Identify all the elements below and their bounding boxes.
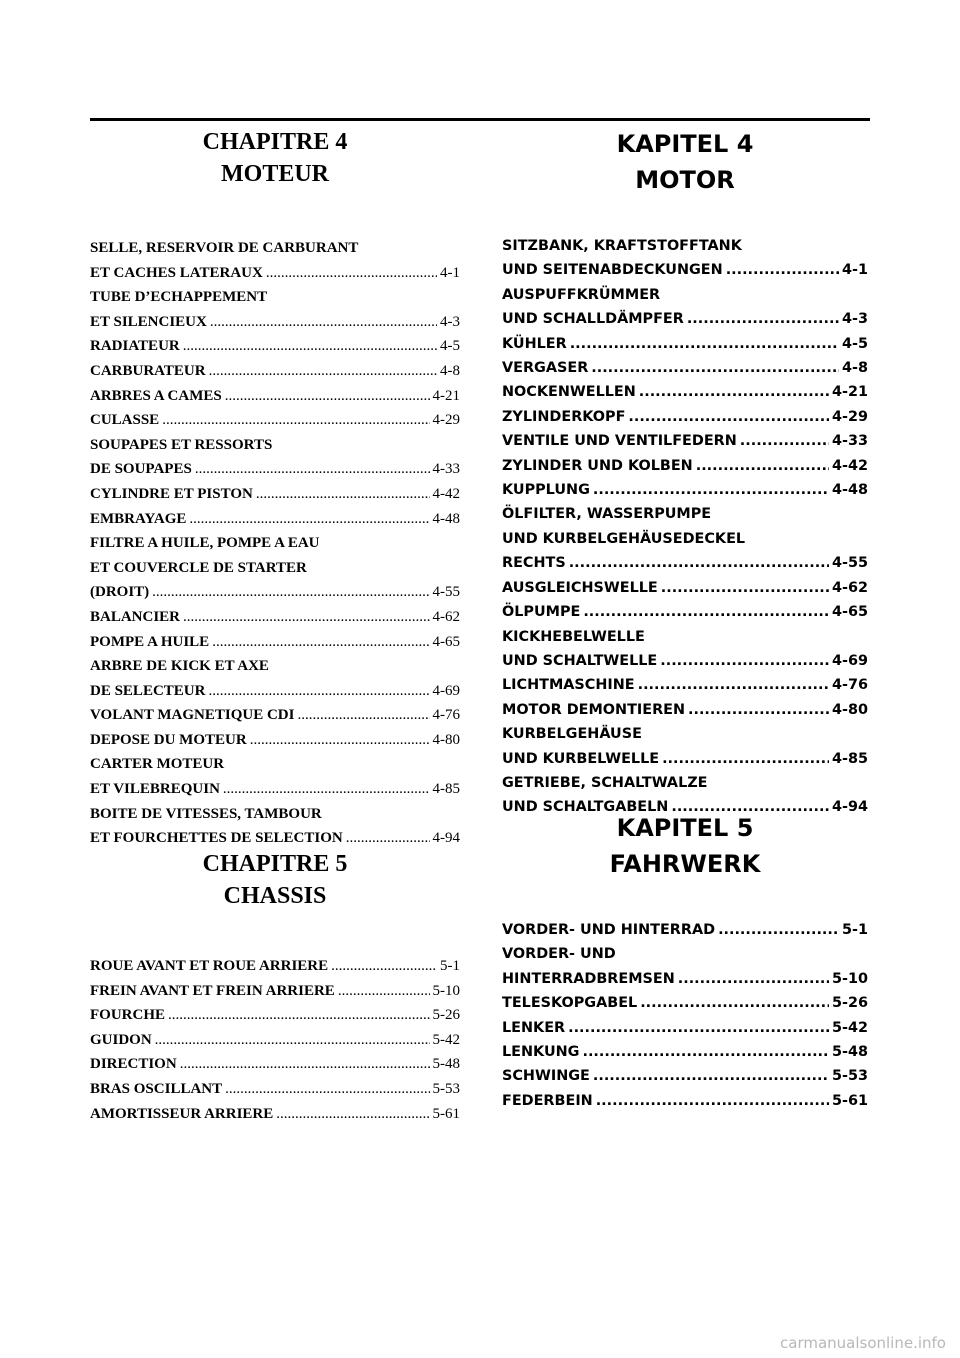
chapter-subtitle: CHASSIS — [223, 883, 327, 909]
toc-entry-line — [502, 478, 868, 502]
toc-entry[interactable] — [502, 429, 868, 453]
dot-leader — [212, 630, 429, 655]
toc-entry-line — [502, 1064, 868, 1088]
dot-leader — [297, 703, 429, 728]
toc-entry-title-line: KURBELGEHÄUSE — [502, 726, 642, 743]
toc-entry[interactable] — [502, 1089, 868, 1113]
toc-entry[interactable] — [502, 722, 868, 771]
dot-leader — [569, 551, 829, 575]
toc-entry[interactable] — [502, 356, 868, 380]
dot-leader — [639, 380, 829, 404]
toc-entry[interactable] — [502, 502, 868, 575]
toc-entry[interactable] — [90, 384, 460, 409]
chapter-title: CHAPITRE 5 — [202, 851, 348, 877]
toc-entry-line — [502, 405, 868, 429]
toc-entry-title-line: ARBRE DE KICK ET AXE — [90, 658, 269, 675]
toc-entry[interactable] — [90, 605, 460, 630]
toc-entry[interactable] — [90, 433, 460, 482]
toc-entry[interactable] — [502, 332, 868, 356]
toc-entry-page: 5-10 — [432, 982, 460, 999]
toc-entry-page: 4-29 — [831, 408, 868, 425]
toc-entry-page: 5-53 — [831, 1068, 868, 1085]
toc-entry-title: ZYLINDERKOPF — [502, 408, 626, 425]
toc-entry-page: 4-1 — [842, 262, 868, 279]
toc-entry-line — [502, 356, 868, 380]
toc-entry-page: 4-94 — [831, 799, 868, 816]
dot-leader — [568, 1016, 829, 1040]
toc-entry-page: 4-5 — [440, 338, 460, 355]
toc-entry-title-line: SITZBANK, KRAFTSTOFFTANK — [502, 238, 742, 254]
toc-entry-page: 4-3 — [842, 311, 868, 328]
toc-entry-page: 5-53 — [432, 1080, 460, 1097]
toc-entry-line — [90, 384, 460, 409]
toc-entry[interactable] — [90, 408, 460, 433]
toc-entry-page: 4-62 — [432, 608, 460, 625]
toc-entry-title-line: TUBE D’ECHAPPEMENT — [90, 289, 268, 306]
toc-entry-title: ET VILEBREQUIN — [90, 781, 220, 798]
toc-fr-chapter5 — [90, 954, 460, 1126]
toc-entry-page: 4-55 — [432, 584, 460, 601]
dot-leader — [183, 605, 429, 630]
toc-entry[interactable] — [90, 359, 460, 384]
toc-entry-title: DIRECTION — [90, 1056, 177, 1073]
toc-entry-page: 4-76 — [432, 707, 460, 724]
toc-entry-line — [502, 698, 868, 722]
toc-entry-page: 4-42 — [831, 457, 868, 474]
toc-entry-title: AMORTISSEUR ARRIERE — [90, 1105, 274, 1122]
dot-leader — [189, 507, 429, 532]
toc-entry-page: 4-94 — [432, 830, 460, 847]
toc-entry-page: 4-65 — [432, 633, 460, 650]
toc-de-chapter5 — [502, 918, 868, 1113]
toc-entry-title: LICHTMASCHINE — [502, 677, 635, 694]
toc-entry-line — [502, 967, 868, 991]
toc-entry-line — [90, 1102, 460, 1127]
dot-leader — [180, 1052, 430, 1077]
toc-entry[interactable] — [90, 1003, 460, 1028]
dot-leader — [570, 332, 839, 356]
toc-entry-line — [502, 332, 868, 356]
toc-entry[interactable] — [502, 405, 868, 429]
toc-entry-title: DEPOSE DU MOTEUR — [90, 731, 247, 748]
toc-entry-page: 4-65 — [831, 604, 868, 621]
toc-entry-line — [90, 334, 460, 359]
toc-entry-title: LENKUNG — [502, 1044, 580, 1061]
dot-leader — [678, 967, 829, 991]
dot-leader — [640, 991, 829, 1015]
dot-leader — [661, 576, 829, 600]
toc-entry-line — [502, 673, 868, 697]
dot-leader — [331, 954, 437, 979]
toc-entry-title: VORDER- UND HINTERRAD — [502, 922, 716, 938]
dot-leader — [740, 429, 829, 453]
dot-leader — [687, 307, 839, 331]
toc-entry[interactable] — [502, 1040, 868, 1064]
dot-leader — [208, 679, 429, 704]
dot-leader — [225, 384, 430, 409]
toc-entry-line — [90, 1052, 460, 1077]
dot-leader — [583, 600, 829, 624]
toc-entry-title: (DROIT) — [90, 584, 150, 601]
toc-entry-title: DE SELECTEUR — [90, 682, 206, 699]
toc-entry[interactable] — [90, 1028, 460, 1053]
toc-entry-title: ZYLINDER UND KOLBEN — [502, 457, 693, 474]
toc-entry-title: CYLINDRE ET PISTON — [90, 485, 253, 502]
toc-entry[interactable] — [502, 625, 868, 674]
toc-entry-title: MOTOR DEMONTIEREN — [502, 701, 686, 718]
toc-entry-line — [90, 507, 460, 532]
toc-entry-title: EMBRAYAGE — [90, 510, 187, 527]
toc-entry-page: 4-33 — [432, 461, 460, 478]
toc-entry-line — [502, 600, 868, 624]
toc-entry-line — [90, 605, 460, 630]
toc-entry-line — [90, 1003, 460, 1028]
chapter4-heading-fr — [90, 126, 460, 190]
toc-entry[interactable] — [502, 918, 868, 942]
toc-entry[interactable] — [502, 991, 868, 1015]
toc-entry[interactable] — [502, 673, 868, 697]
toc-entry-line — [502, 1040, 868, 1064]
toc-entry-page: 5-26 — [432, 1007, 460, 1024]
toc-entry-title-line: FILTRE A HUILE, POMPE A EAU — [90, 535, 320, 552]
toc-entry-title: UND SCHALTWELLE — [502, 652, 658, 669]
toc-entry-title: GUIDON — [90, 1031, 152, 1048]
toc-entry-page: 4-69 — [831, 652, 868, 669]
dot-leader — [266, 261, 437, 286]
toc-entry-line — [502, 576, 868, 600]
toc-entry[interactable] — [90, 954, 460, 979]
toc-entry-line — [502, 747, 868, 771]
toc-entry-page: 4-85 — [831, 750, 868, 767]
toc-entry-line — [90, 359, 460, 384]
chapter4-heading-de — [502, 126, 868, 198]
toc-entry-title: ARBRES A CAMES — [90, 387, 222, 404]
toc-entry-title: POMPE A HUILE — [90, 633, 210, 650]
dot-leader — [209, 359, 437, 384]
toc-de-chapter4 — [502, 234, 868, 820]
toc-entry-line — [90, 457, 460, 482]
toc-entry-line — [90, 408, 460, 433]
toc-entry-title: VOLANT MAGNETIQUE CDI — [90, 707, 295, 724]
dot-leader — [662, 747, 829, 771]
toc-entry-page: 4-8 — [440, 362, 460, 379]
toc-entry-title: KÜHLER — [502, 335, 567, 352]
toc-entry-line — [502, 258, 868, 282]
toc-entry[interactable] — [502, 600, 868, 624]
toc-entry[interactable] — [90, 236, 460, 285]
toc-entry-title: ET FOURCHETTES DE SELECTION — [90, 830, 343, 847]
toc-entry-title: FREIN AVANT ET FREIN ARRIERE — [90, 982, 335, 999]
toc-entry-title: TELESKOPGABEL — [502, 995, 638, 1012]
toc-entry-page: 4-33 — [831, 433, 868, 450]
toc-entry-title: ÖLPUMPE — [502, 604, 581, 621]
toc-entry-line — [502, 429, 868, 453]
toc-entry[interactable] — [90, 1077, 460, 1102]
toc-entry-line — [90, 1028, 460, 1053]
dot-leader — [250, 728, 430, 753]
toc-entry-page: 4-5 — [842, 335, 868, 352]
toc-entry[interactable] — [502, 942, 868, 991]
toc-entry[interactable] — [90, 334, 460, 359]
toc-entry-title-line: UND KURBELGEHÄUSEDECKEL — [502, 530, 746, 547]
dot-leader — [718, 918, 839, 942]
toc-entry-title-line: SOUPAPES ET RESSORTS — [90, 436, 273, 453]
toc-entry-title: FEDERBEIN — [502, 1092, 593, 1109]
toc-entry[interactable] — [90, 630, 460, 655]
toc-entry[interactable] — [502, 454, 868, 478]
toc-entry-page: 5-1 — [440, 958, 460, 974]
toc-entry-page: 5-42 — [432, 1031, 460, 1048]
toc-entry-page: 5-61 — [831, 1092, 868, 1109]
toc-entry-title-line: ÖLFILTER, WASSERPUMPE — [502, 506, 712, 523]
dot-leader — [256, 482, 430, 507]
toc-entry[interactable] — [90, 752, 460, 801]
dot-leader — [688, 698, 829, 722]
toc-entry[interactable] — [90, 979, 460, 1004]
toc-entry-page: 4-85 — [432, 781, 460, 798]
toc-entry-title: UND KURBELWELLE — [502, 750, 660, 767]
dot-leader — [223, 777, 430, 802]
dot-leader — [596, 1089, 829, 1113]
toc-entry-page: 5-48 — [831, 1044, 868, 1061]
toc-entry-page: 4-48 — [831, 482, 868, 499]
toc-entry-page: 5-1 — [842, 922, 868, 938]
toc-entry-page: 4-62 — [831, 579, 868, 596]
toc-entry[interactable] — [502, 1064, 868, 1088]
toc-entry-title: ROUE AVANT ET ROUE ARRIERE — [90, 958, 329, 974]
toc-entry-title: NOCKENWELLEN — [502, 384, 636, 401]
toc-entry-page: 4-76 — [831, 677, 868, 694]
toc-entry[interactable] — [90, 1102, 460, 1127]
dot-leader — [628, 405, 829, 429]
toc-entry-page: 4-42 — [432, 485, 460, 502]
toc-entry-title: HINTERRADBREMSEN — [502, 970, 675, 987]
toc-entry-line — [90, 703, 460, 728]
toc-entry[interactable] — [502, 234, 868, 283]
toc-entry[interactable] — [502, 698, 868, 722]
watermark-footer: carmanualsonline.info — [780, 1334, 946, 1352]
toc-entry-page: 4-8 — [842, 360, 868, 377]
toc-entry-title: CARBURATEUR — [90, 362, 206, 379]
dot-leader — [225, 1077, 429, 1102]
toc-entry-title: AUSGLEICHSWELLE — [502, 579, 658, 596]
dot-leader — [276, 1102, 429, 1127]
toc-entry[interactable] — [502, 1016, 868, 1040]
toc-entry-title: UND SEITENABDECKUNGEN — [502, 262, 723, 279]
toc-entry-page: 5-10 — [831, 970, 868, 987]
toc-entry[interactable] — [90, 802, 460, 851]
toc-entry-page: 5-42 — [831, 1019, 868, 1036]
toc-entry-page: 5-26 — [831, 995, 868, 1012]
toc-entry-line — [502, 307, 868, 331]
chapter-title: KAPITEL 4 — [616, 130, 754, 158]
toc-entry-page: 4-21 — [831, 384, 868, 401]
toc-entry-title-line: SELLE, RESERVOIR DE CARBURANT — [90, 240, 359, 256]
toc-entry[interactable] — [90, 1052, 460, 1077]
toc-entry[interactable] — [502, 478, 868, 502]
toc-entry[interactable] — [90, 728, 460, 753]
toc-entry-title: BALANCIER — [90, 608, 181, 625]
toc-entry-title: ET CACHES LATERAUX — [90, 264, 263, 281]
toc-entry-title: RECHTS — [502, 555, 566, 572]
chapter-subtitle: MOTOR — [635, 166, 735, 194]
dot-leader — [338, 979, 430, 1004]
toc-entry-title: VERGASER — [502, 360, 589, 377]
toc-entry[interactable] — [90, 285, 460, 334]
chapter5-heading-fr — [90, 848, 460, 912]
toc-entry-line — [502, 918, 868, 942]
dot-leader — [638, 673, 829, 697]
toc-entry-line — [90, 979, 460, 1004]
chapter-title: CHAPITRE 4 — [202, 129, 348, 155]
toc-entry-page: 5-61 — [432, 1105, 460, 1122]
toc-entry-title: CULASSE — [90, 412, 160, 429]
dot-leader — [726, 258, 839, 282]
chapter-subtitle: MOTEUR — [221, 161, 329, 187]
dot-leader — [195, 457, 430, 482]
toc-entry-line — [90, 954, 460, 979]
toc-entry-page: 5-48 — [432, 1056, 460, 1073]
toc-entry[interactable] — [90, 507, 460, 532]
toc-entry-line — [90, 679, 460, 704]
toc-entry-line — [502, 454, 868, 478]
toc-entry-line — [502, 649, 868, 673]
dot-leader — [155, 1028, 430, 1053]
toc-entry-page: 4-1 — [440, 264, 460, 281]
dot-leader — [168, 1003, 430, 1028]
toc-entry-title: UND SCHALLDÄMPFER — [502, 311, 684, 328]
toc-entry-line — [90, 261, 460, 286]
toc-entry-title: SCHWINGE — [502, 1068, 590, 1085]
dot-leader — [593, 1064, 829, 1088]
dot-leader — [183, 334, 437, 359]
dot-leader — [152, 580, 429, 605]
toc-entry[interactable] — [90, 482, 460, 507]
dot-leader — [210, 310, 437, 335]
toc-entry-page: 4-21 — [432, 387, 460, 404]
toc-entry-page: 4-3 — [440, 313, 460, 330]
toc-entry-page: 4-48 — [432, 510, 460, 527]
dot-leader — [593, 478, 829, 502]
chapter-subtitle: FAHRWERK — [609, 850, 761, 878]
toc-entry[interactable] — [90, 703, 460, 728]
toc-entry[interactable] — [90, 654, 460, 703]
chapter-title: KAPITEL 5 — [616, 814, 754, 842]
toc-entry-title: VENTILE UND VENTILFEDERN — [502, 433, 737, 450]
toc-entry-title-line: AUSPUFFKRÜMMER — [502, 286, 661, 303]
toc-entry-title: BRAS OSCILLANT — [90, 1080, 223, 1097]
toc-entry-title: KUPPLUNG — [502, 482, 590, 499]
toc-entry-page: 4-80 — [831, 701, 868, 718]
toc-entry-page: 4-55 — [831, 555, 868, 572]
toc-entry-line — [90, 1077, 460, 1102]
toc-entry-line — [502, 551, 868, 575]
top-rule — [90, 118, 870, 121]
toc-entry-page: 4-80 — [432, 731, 460, 748]
dot-leader — [162, 408, 429, 433]
toc-entry-title: UND SCHALTGABELN — [502, 799, 669, 816]
toc-entry-line — [502, 1089, 868, 1113]
dot-leader — [582, 1040, 829, 1064]
toc-entry[interactable] — [90, 531, 460, 605]
dot-leader — [660, 649, 829, 673]
toc-entry-line — [502, 991, 868, 1015]
toc-entry-page: 4-69 — [432, 682, 460, 699]
toc-entry-title-line: GETRIEBE, SCHALTWALZE — [502, 774, 708, 791]
toc-entry-line — [90, 728, 460, 753]
toc-entry[interactable] — [502, 283, 868, 332]
toc-entry-line — [90, 630, 460, 655]
toc-entry-title-line: CARTER MOTEUR — [90, 756, 225, 773]
toc-entry-title: FOURCHE — [90, 1007, 165, 1024]
toc-entry-line — [90, 310, 460, 335]
toc-entry-title-line: VORDER- UND — [502, 946, 616, 963]
toc-entry[interactable] — [502, 576, 868, 600]
toc-fr-chapter4 — [90, 236, 460, 851]
toc-entry-title-line: KICKHEBELWELLE — [502, 628, 645, 645]
toc-entry[interactable] — [502, 380, 868, 404]
toc-entry-line — [502, 1016, 868, 1040]
toc-entry-title-line: BOITE DE VITESSES, TAMBOUR — [90, 805, 322, 822]
toc-entry-line — [90, 580, 460, 605]
toc-entry-title: ET SILENCIEUX — [90, 313, 207, 330]
toc-entry-line — [502, 380, 868, 404]
toc-entry-line — [90, 482, 460, 507]
dot-leader — [696, 454, 829, 478]
toc-entry-title: RADIATEUR — [90, 338, 180, 355]
toc-entry-page: 4-29 — [432, 412, 460, 429]
toc-entry-line — [90, 777, 460, 802]
toc-entry-title: LENKER — [502, 1019, 566, 1036]
toc-entry-title: DE SOUPAPES — [90, 461, 192, 478]
dot-leader — [591, 356, 839, 380]
toc-entry-title-line: ET COUVERCLE DE STARTER — [90, 559, 307, 576]
chapter5-heading-de — [502, 810, 868, 882]
